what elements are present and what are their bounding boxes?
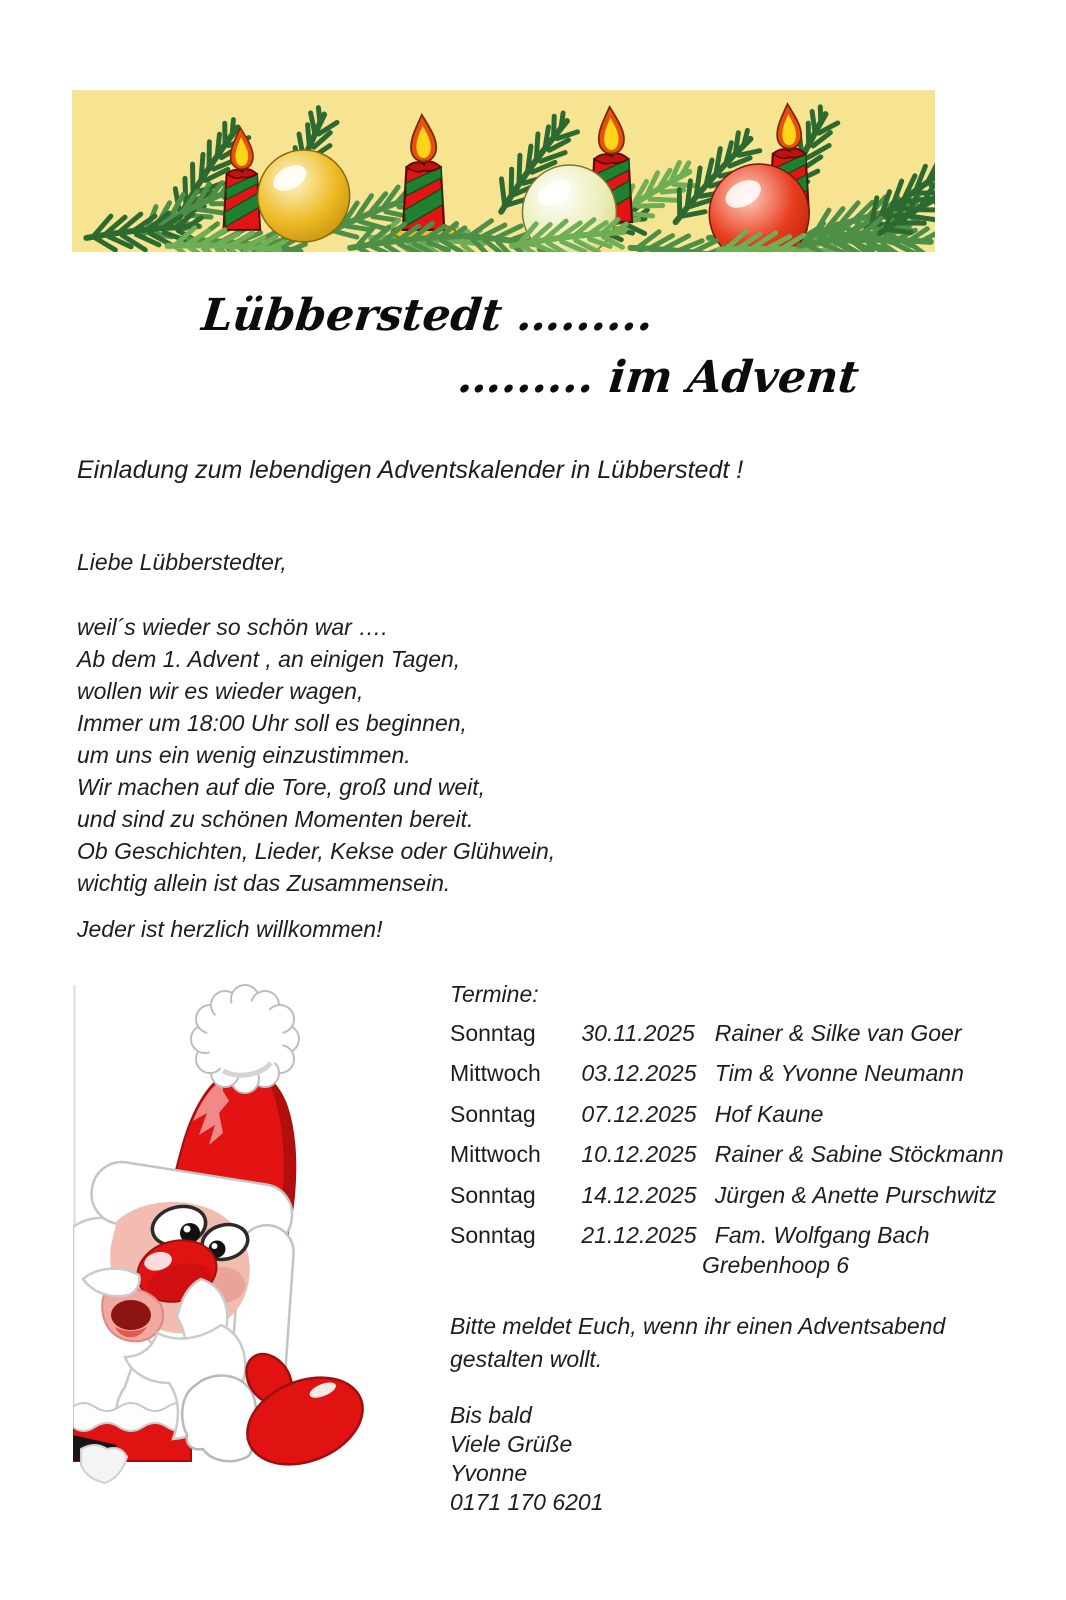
poem-line: und sind zu schönen Momenten bereit. [77,806,474,832]
poem-line: um uns ein wenig einzustimmen. [77,742,411,768]
schedule-date: 07.12.2025 [581,1101,697,1127]
note-line: Bitte meldet Euch, wenn ihr einen Adventsabend [450,1313,946,1339]
schedule-row [450,1222,1060,1249]
banner-image [72,90,935,252]
poem [77,611,555,899]
garland-illustration [72,90,935,252]
note-line: gestalten wollt. [450,1346,603,1372]
poem-line: Ab dem 1. Advent , an einigen Tagen, [77,646,461,672]
schedule-row [450,1141,1060,1168]
closing-note [450,1310,945,1376]
schedule-row [450,1060,1060,1087]
santa-pompom [191,985,299,1093]
invitation-heading: Einladung zum lebendigen Adventskalender in Lübberstedt ! [77,456,744,484]
schedule-row [450,1101,1060,1128]
poem-line: Ob Geschichten, Lieder, Kekse oder Glühwein, [77,838,556,864]
santa-cuff [182,1376,256,1462]
signature-line: Yvonne [450,1460,528,1486]
title-line-1: Lübberstedt …...... [199,290,656,341]
signature-block [450,1401,604,1517]
poem-line: Immer um 18:00 Uhr soll es beginnen, [77,710,467,736]
schedule-date: 10.12.2025 [581,1141,697,1167]
schedule-row [450,1182,1060,1209]
poem-line: wichtig allein ist das Zusammensein. [77,870,451,896]
schedule-day: Sonntag [450,1222,536,1248]
schedule-host: Jürgen & Anette Purschwitz [714,1182,997,1208]
schedule-row [450,1020,1060,1047]
bauble-gold-icon [258,150,350,242]
schedule-host: Hof Kaune [714,1101,824,1127]
schedule-heading: Termine: [450,981,539,1007]
greeting: Liebe Lübberstedter, [77,549,287,575]
schedule-host: Rainer & Silke van Goer [714,1020,962,1046]
schedule-host: Fam. Wolfgang Bach [714,1222,930,1248]
phone-number: 0171 170 6201 [450,1489,604,1515]
schedule-date: 30.11.2025 [581,1020,695,1046]
schedule-date: 14.12.2025 [581,1182,697,1208]
santa-illustration [73,983,391,1500]
welcome-line: Jeder ist herzlich willkommen! [77,916,383,942]
schedule-host-address: Grebenhoop 6 [702,1252,850,1278]
poem-line: weil´s wieder so schön war …. [77,614,388,640]
schedule-day: Sonntag [450,1101,536,1127]
schedule-day: Sonntag [450,1182,536,1208]
schedule-day: Mittwoch [450,1141,541,1167]
schedule-host: Tim & Yvonne Neumann [714,1060,964,1086]
signature-line: Viele Grüße [450,1431,573,1457]
poem-line: Wir machen auf die Tore, groß und weit, [77,774,486,800]
schedule-date: 21.12.2025 [581,1222,697,1248]
signature-line: Bis bald [450,1402,532,1428]
schedule-day: Mittwoch [450,1060,541,1086]
poem-line: wollen wir es wieder wagen, [77,678,364,704]
schedule-host: Rainer & Sabine Stöckmann [714,1141,1004,1167]
santa-icon [73,983,391,1500]
schedule-day: Sonntag [450,1020,536,1046]
schedule-date: 03.12.2025 [581,1060,697,1086]
title-line-2: …...... im Advent [455,352,862,403]
